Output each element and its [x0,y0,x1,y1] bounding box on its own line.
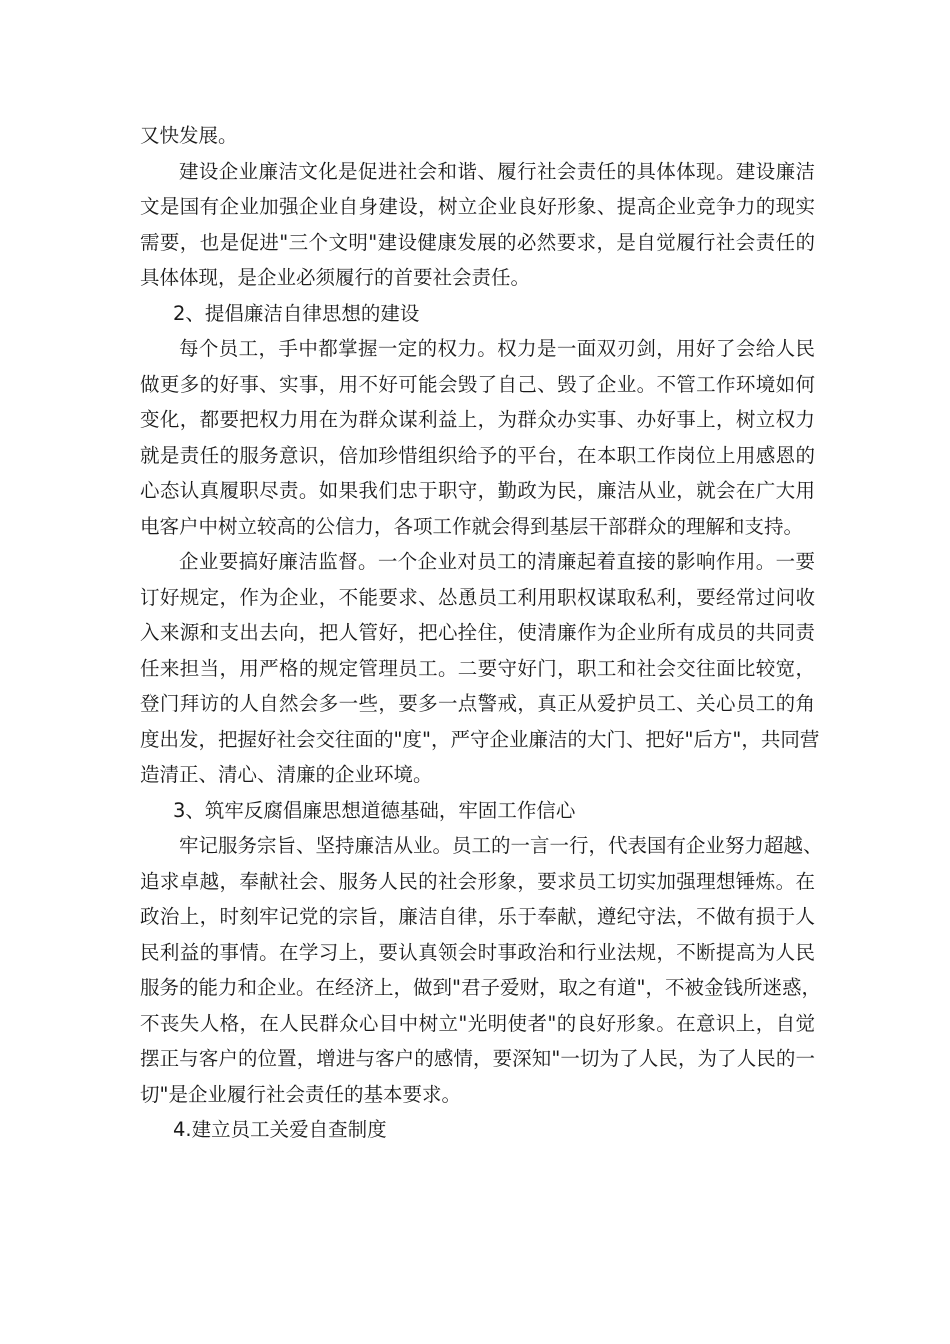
document-page [140,118,823,1148]
section-heading: 2、提倡廉洁自律思想的建设 [173,301,420,325]
paragraph-line: 电客户中树立较高的公信力，各项工作就会得到基层干部群众的理解和支持。 [140,514,804,538]
paragraph-line: 建设企业廉洁文化是促进社会和谐、履行社会责任的具体体现。建设廉洁 [179,159,815,183]
paragraph-line: 每个员工，手中都掌握一定的权力。权力是一面双刃剑，用好了会给人民 [179,337,815,360]
paragraph-line: 文是国有企业加强企业自身建设，树立企业良好形象、提高企业竞争力的现实 [140,195,815,218]
paragraph-line: 又快发展。 [140,124,238,147]
paragraph-line: 订好规定，作为企业，不能要求、怂恿员工利用职权谋取私利，要经常过问收 [140,585,815,609]
paragraph-line: 就是责任的服务意识，倍加珍惜组织给予的平台，在本职工作岗位上用感恩的 [140,443,815,467]
paragraph-line: 具体体现，是企业必须履行的首要社会责任。 [140,266,531,289]
paragraph-line: 摆正与客户的位置，增进与客户的感情，要深知"一切为了人民，为了人民的一 [140,1047,815,1070]
paragraph-line: 企业要搞好廉洁监督。一个企业对员工的清廉起着直接的影响作用。一要 [179,550,815,573]
paragraph-line: 服务的能力和企业。在经济上，做到"君子爱财，取之有道"，不被金钱所迷惑， [140,976,821,999]
paragraph-line: 做更多的好事、实事，用不好可能会毁了自己、毁了企业。不管工作环境如何 [140,372,815,396]
paragraph-line: 牢记服务宗旨、坚持廉洁从业。员工的一言一行，代表国有企业努力超越、 [179,834,823,857]
paragraph-line: 需要，也是促进"三个文明"建设健康发展的必然要求，是自觉履行社会责任的 [140,230,815,254]
paragraph-line: 政治上，时刻牢记党的宗旨，廉洁自律，乐于奉献，遵纪守法，不做有损于人 [140,905,815,928]
paragraph-line: 入来源和支出去向，把人管好，把心拴住，使清廉作为企业所有成员的共同责 [140,621,815,644]
paragraph-line: 登门拜访的人自然会多一些，要多一点警戒，真正从爱护员工、关心员工的角 [140,692,815,715]
paragraph-line: 民利益的事情。在学习上，要认真领会时事政治和行业法规，不断提高为人民 [140,940,815,964]
paragraph-line: 心态认真履职尽责。如果我们忠于职守，勤政为民，廉洁从业，就会在广大用 [140,479,815,502]
section-heading: 3、筑牢反腐倡廉思想道德基础，牢固工作信心 [173,798,576,822]
paragraph-line: 造清正、清心、清廉的企业环境。 [140,763,433,786]
paragraph-line: 切"是企业履行社会责任的基本要求。 [140,1082,461,1106]
section-heading: 4.建立员工关爱自查制度 [173,1118,387,1141]
paragraph-line: 追求卓越，奉献社会、服务人民的社会形象，要求员工切实加强理想锤炼。在 [140,869,815,893]
paragraph-line: 任来担当，用严格的规定管理员工。二要守好门，职工和社会交往面比较宽， [140,656,815,680]
paragraph-line: 度出发，把握好社会交往面的"度"，严守企业廉洁的大门、把好"后方"，共同营 [140,727,820,751]
paragraph-line: 变化，都要把权力用在为群众谋利益上，为群众办实事、办好事上，树立权力 [140,408,815,431]
paragraph-line: 不丧失人格，在人民群众心目中树立"光明使者"的良好形象。在意识上，自觉 [140,1011,815,1035]
